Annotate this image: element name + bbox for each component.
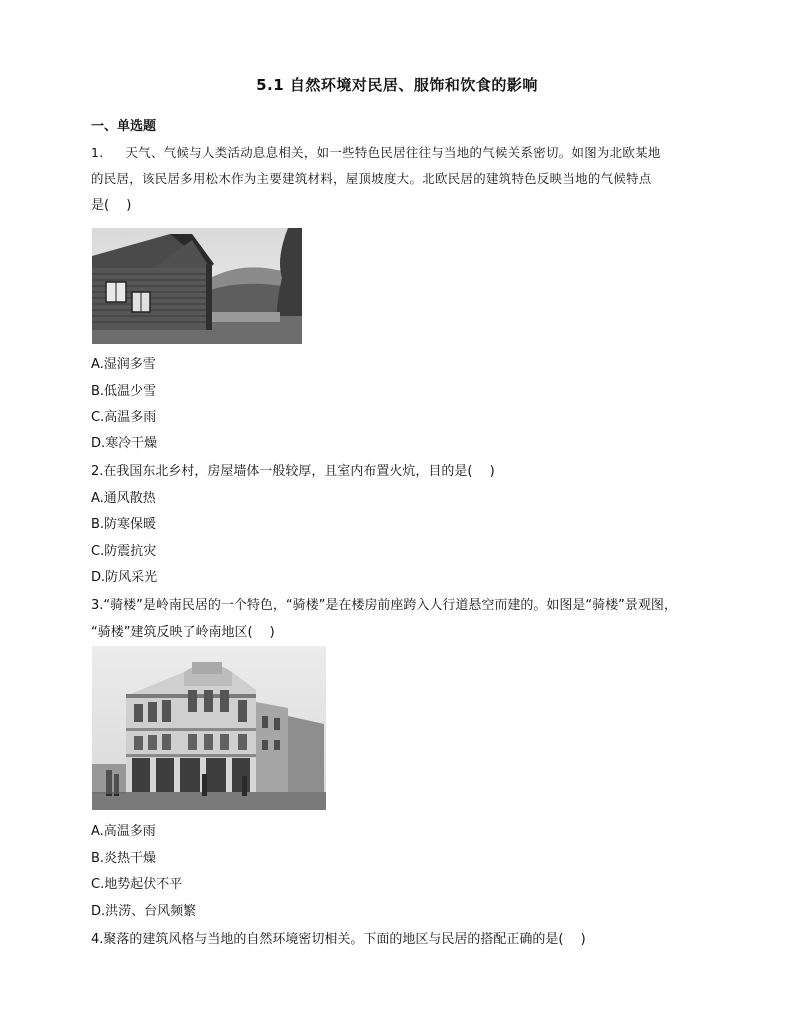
question-2-option-d: D.防风采光 xyxy=(91,570,158,585)
question-2-option-a: A.通风散热 xyxy=(91,491,156,506)
question-1-option-c: C.高温多雨 xyxy=(91,410,157,425)
question-4-stem: 4.聚落的建筑风格与当地的自然环境密切相关。下面的地区与民居的搭配正确的是( ) xyxy=(91,932,586,947)
question-2-option-b: B.防寒保暖 xyxy=(91,517,157,532)
section-heading: 一、单选题 xyxy=(91,119,157,134)
question-3-option-d: D.洪涝、台风频繁 xyxy=(91,904,197,919)
nordic-wooden-house-photo xyxy=(92,228,302,344)
question-1-number: 1. xyxy=(91,145,104,160)
question-1-option-d: D.寒冷干燥 xyxy=(91,436,158,451)
question-3-option-b: B.炎热干燥 xyxy=(91,851,157,866)
question-1-stem-1: 天气、气候与人类活动息息相关，如一些特色民居往往与当地的气候关系密切。如图为北欧某地 xyxy=(125,145,661,160)
question-3-option-c: C.地势起伏不平 xyxy=(91,877,183,892)
question-1-line-3: 是( ) xyxy=(91,198,132,213)
question-1-option-a: A.湿润多雪 xyxy=(91,357,156,372)
question-2-option-c: C.防震抗灾 xyxy=(91,544,157,559)
page-title: 5.1 自然环境对民居、服饰和饮食的影响 xyxy=(256,76,538,94)
qilou-arcade-building-photo xyxy=(92,646,326,810)
question-2-stem: 2.在我国东北乡村，房屋墙体一般较厚，且室内布置火炕，目的是( ) xyxy=(91,464,495,479)
question-3-line-1: 3.“骑楼”是岭南民居的一个特色，“骑楼”是在楼房前座跨入人行道悬空而建的。如图是“骑楼”景观图， xyxy=(91,598,677,613)
question-1-option-b: B.低温少雪 xyxy=(91,384,157,399)
question-1-line-2: 的民居，该民居多用松木作为主要建筑材料，屋顶坡度大。北欧民居的建筑特色反映当地的气候特点 xyxy=(91,171,652,186)
question-3-option-a: A.高温多雨 xyxy=(91,824,156,839)
question-1-line-1 xyxy=(91,143,661,161)
question-3-line-2: “骑楼”建筑反映了岭南地区( ) xyxy=(91,625,275,640)
